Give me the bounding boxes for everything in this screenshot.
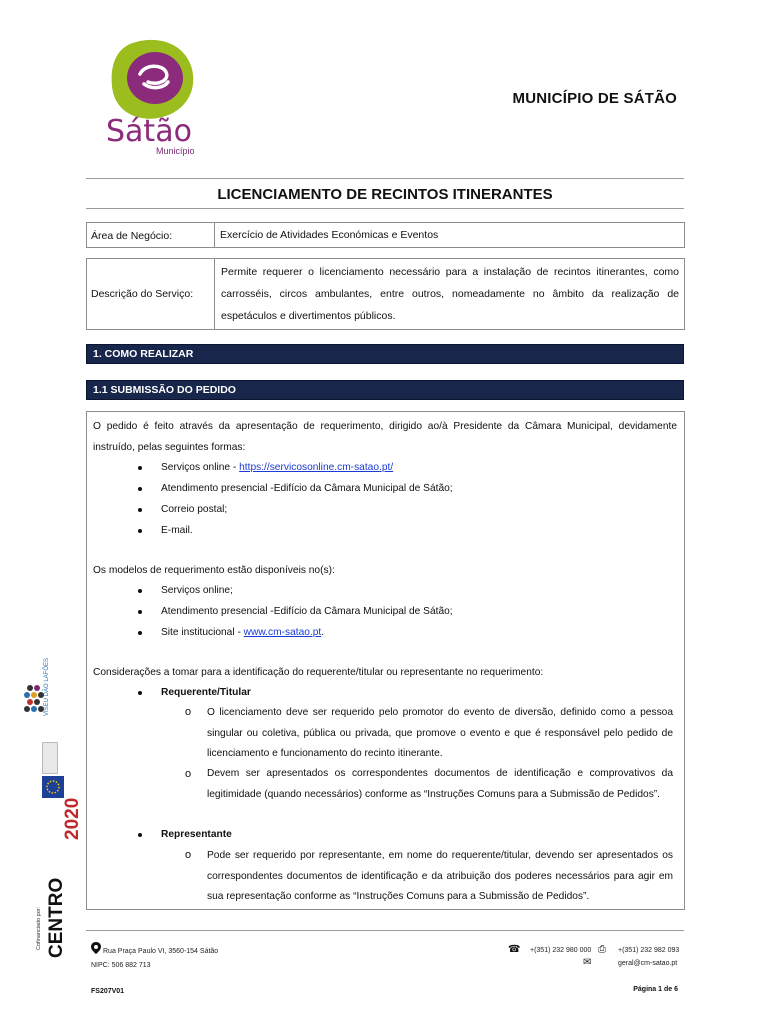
requerente-p1: O licenciamento deve ser requerido pelo promotor do evento de diversão, definido como a pessoa singular ou coletiva, pública ou privada, que promove o evento e que é responsável pelo pedido de licenciamento e funcionamento do recinto itinerante. [207,707,673,759]
viseu-text: VISEU DÃO LAFÕES [44,657,50,716]
desc-label-cell [86,258,215,330]
centro-2020-logo: CENTRO [46,877,67,958]
site-suffix: . [321,627,325,638]
circle-bullet-icon: o [185,768,192,780]
location-pin-icon [91,941,101,953]
footer-address: Rua Praça Paulo VI, 3560-154 Sátão [103,948,219,955]
page-number: Página 1 de 6 [633,986,678,993]
desc-value: Permite requerer o licenciamento necessário para a instalação de recintos itinerantes, como carrosséis, circos ambulantes, entre outros, nomeadamente no âmbito da realização de espetáculos e divertimentos públicos. [221,266,679,322]
area-value-cell [214,222,685,248]
top-rule [86,178,684,179]
logo-subtitle: Município [156,146,195,156]
portugal-2020-logo: 2020 [62,797,83,840]
form-presencial-text: Atendimento presencial -Edifício da Câmara Municipal de Sátão; [161,483,453,494]
site-prefix: Site institucional - [161,627,244,638]
area-label: Área de Negócio: [91,230,173,242]
bullet-icon [138,487,142,491]
eu-flag-icon [42,776,64,798]
desc-value-cell [214,258,685,330]
municipality-name: MUNICÍPIO DE SÁTÃO [512,90,677,107]
section-como-realizar: 1. COMO REALIZAR [86,344,684,364]
funding-logos [22,657,83,958]
title-rule [86,208,684,209]
model-presencial-text: Atendimento presencial -Edifício da Câmara Municipal de Sátão; [161,606,453,617]
circle-bullet-icon: o [185,706,192,718]
logo-wordmark: Sátão [106,114,192,149]
partner-logo [42,742,58,774]
area-label-cell [86,222,215,248]
bullet-icon [138,589,142,593]
content-box [86,411,685,910]
online-prefix: Serviços online - [161,462,240,473]
area-value: Exercício de Atividades Económicas e Eventos [220,229,439,241]
representante-title: Representante [161,829,232,840]
fax-icon: ⎙ [598,944,606,955]
form-code: FS207V01 [91,988,125,995]
site-institucional-link[interactable]: www.cm-satao.pt [243,627,322,638]
intro-paragraph: O pedido é feito através da apresentação de requerimento, dirigido ao/à Presidente da Câmara Municipal, devidamente instruído, pelas seguintes formas: [93,421,677,453]
document-title: LICENCIAMENTO DE RECINTOS ITINERANTES [217,186,553,203]
bullet-icon [138,508,142,512]
bullet-icon [138,529,142,533]
cofinanciado-label: Cofinanciado por: [36,906,42,950]
bullet-icon [138,610,142,614]
footer-fax: +(351) 232 982 093 [618,947,680,954]
section-submissao: 1.1 SUBMISSÃO DO PEDIDO [86,380,684,400]
servicos-online-link[interactable]: https://servicosonline.cm-satao.pt/ [239,462,394,473]
email-icon: ✉ [583,957,592,968]
form-correio-text: Correio postal; [161,504,228,515]
model-online-text: Serviços online; [161,585,233,596]
bullet-icon [138,466,142,470]
bullet-icon [138,691,142,695]
requerente-p2: Devem ser apresentados os correspondentes documentos de identificação e comprovativos da legitimidade (quando necessários) conforme as “Instruções Comuns para a Submissão de Pedidos”. [207,768,673,800]
models-intro: Os modelos de requerimento estão disponíveis no(s): [93,565,335,576]
bullet-icon [138,631,142,635]
form-email-text: E-mail. [161,525,193,536]
desc-label: Descrição do Serviço: [91,288,194,300]
viseu-dao-lafoes-logo [22,657,64,728]
municipality-logo [100,34,210,158]
bullet-icon [138,833,142,837]
phone-icon: ☎ [508,944,521,955]
circle-bullet-icon: o [185,849,192,861]
consider-intro: Considerações a tomar para a identificação do requerente/titular ou representante no requerimento: [93,667,544,678]
representante-p1: Pode ser requerido por representante, em nome do requerente/titular, devendo ser apresentados os correspondentes documentos de identificação e da atribuição dos poderes necessários para agir em sua representação conforme as “Instruções Comuns para a Submissão de Pedidos”. [207,850,673,902]
requerente-title: Requerente/Titular [161,687,251,698]
footer-email: geral@cm-satao.pt [618,960,678,967]
footer-rule [86,930,684,931]
footer-nipc: NIPC: 506 882 713 [91,962,151,969]
footer-phone: +(351) 232 980 000 [530,947,592,954]
